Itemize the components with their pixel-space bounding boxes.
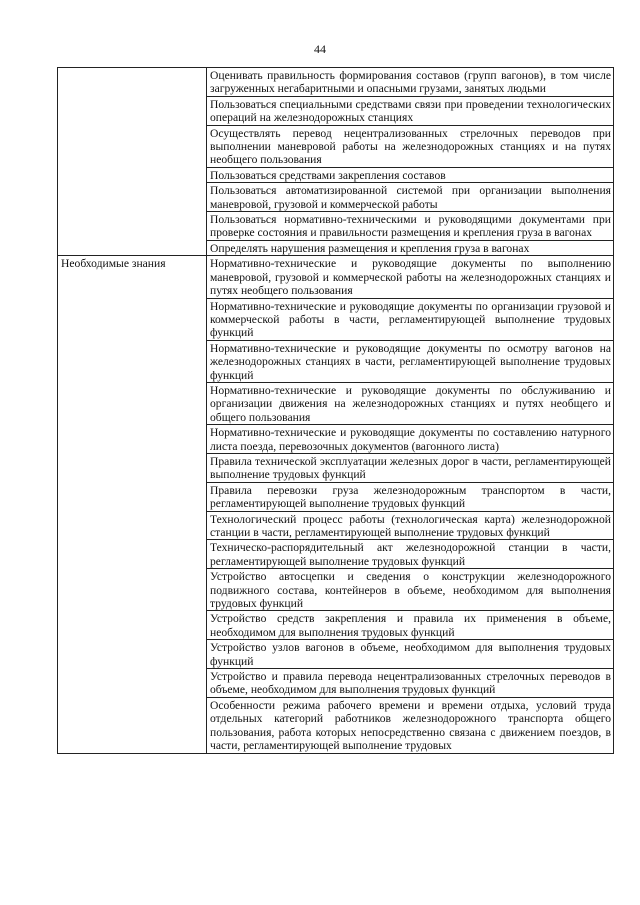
requirement-cell: Нормативно-технические и руководящие документы по выполнению маневровой, грузовой и коммерческой работы на железнодорожных станциях и путях необщего пользования [207,256,614,298]
requirement-cell: Правила перевозки груза железнодорожным транспортом в части, регламентирующей выполнение трудовых функций [207,482,614,511]
requirement-cell: Нормативно-технические и руководящие документы по осмотру вагонов на железнодорожных станциях в части, регламентирующей выполнение трудовых функций [207,340,614,382]
requirement-cell: Пользоваться специальными средствами связи при проведении технологических операций на железнодорожных станциях [207,96,614,125]
requirement-cell: Устройство и правила перевода нецентрализованных стрелочных переводов в объеме, необходимом для выполнения трудовых функций [207,669,614,698]
requirement-cell: Осуществлять перевод нецентрализованных стрелочных переводов при выполнении маневровой работы на железнодорожных станциях и на путях необщего пользования [207,125,614,167]
requirement-cell: Устройство узлов вагонов в объеме, необходимом для выполнения трудовых функций [207,640,614,669]
section-label-empty [58,68,207,256]
requirement-cell: Устройство средств закрепления и правила их применения в объеме, необходимом для выполнения трудовых функций [207,611,614,640]
requirement-cell: Определять нарушения размещения и крепления груза в вагонах [207,240,614,255]
requirement-cell: Устройство автосцепки и сведения о конструкции железнодорожного подвижного состава, контейнеров в объеме, необходимом для выполнения трудовых функций [207,569,614,611]
requirement-cell: Пользоваться средствами закрепления составов [207,167,614,182]
requirement-cell: Правила технической эксплуатации железных дорог в части, регламентирующей выполнение трудовых функций [207,453,614,482]
table-row [58,68,614,97]
page-number: 44 [314,42,326,56]
table-row [58,256,614,298]
requirement-cell: Пользоваться нормативно-техническими и руководящими документами при проверке состояния и правильности размещения и крепления груза в вагонах [207,212,614,241]
section-label: Необходимые знания [58,256,207,753]
requirement-cell: Пользоваться автоматизированной системой при организации выполнения маневровой, грузовой и коммерческой работы [207,183,614,212]
requirement-cell: Нормативно-технические и руководящие документы по организации грузовой и коммерческой работы в части, регламентирующей выполнение трудовых функций [207,298,614,340]
requirement-cell: Техническо-распорядительный акт железнодорожной станции в части, регламентирующей выполнение трудовых функций [207,540,614,569]
requirements-table [57,67,614,754]
requirement-cell: Нормативно-технические и руководящие документы по составлению натурного листа поезда, перевозочных документов (вагонного листа) [207,425,614,454]
requirement-cell: Оценивать правильность формирования составов (групп вагонов), в том числе загруженных негабаритными и опасными грузами, занятых людьми [207,68,614,97]
requirement-cell: Особенности режима рабочего времени и времени отдыха, условий труда отдельных категорий работников железнодорожного транспорта общего пользования, работа которых непосредственно связана с движением поездов, в части, регламентирующей выполнение трудовых [207,697,614,753]
requirement-cell: Технологический процесс работы (технологическая карта) железнодорожной станции в части, регламентирующей выполнение трудовых функций [207,511,614,540]
requirement-cell: Нормативно-технические и руководящие документы по обслуживанию и организации движения на железнодорожных станциях и путях необщего и общего пользования [207,382,614,424]
